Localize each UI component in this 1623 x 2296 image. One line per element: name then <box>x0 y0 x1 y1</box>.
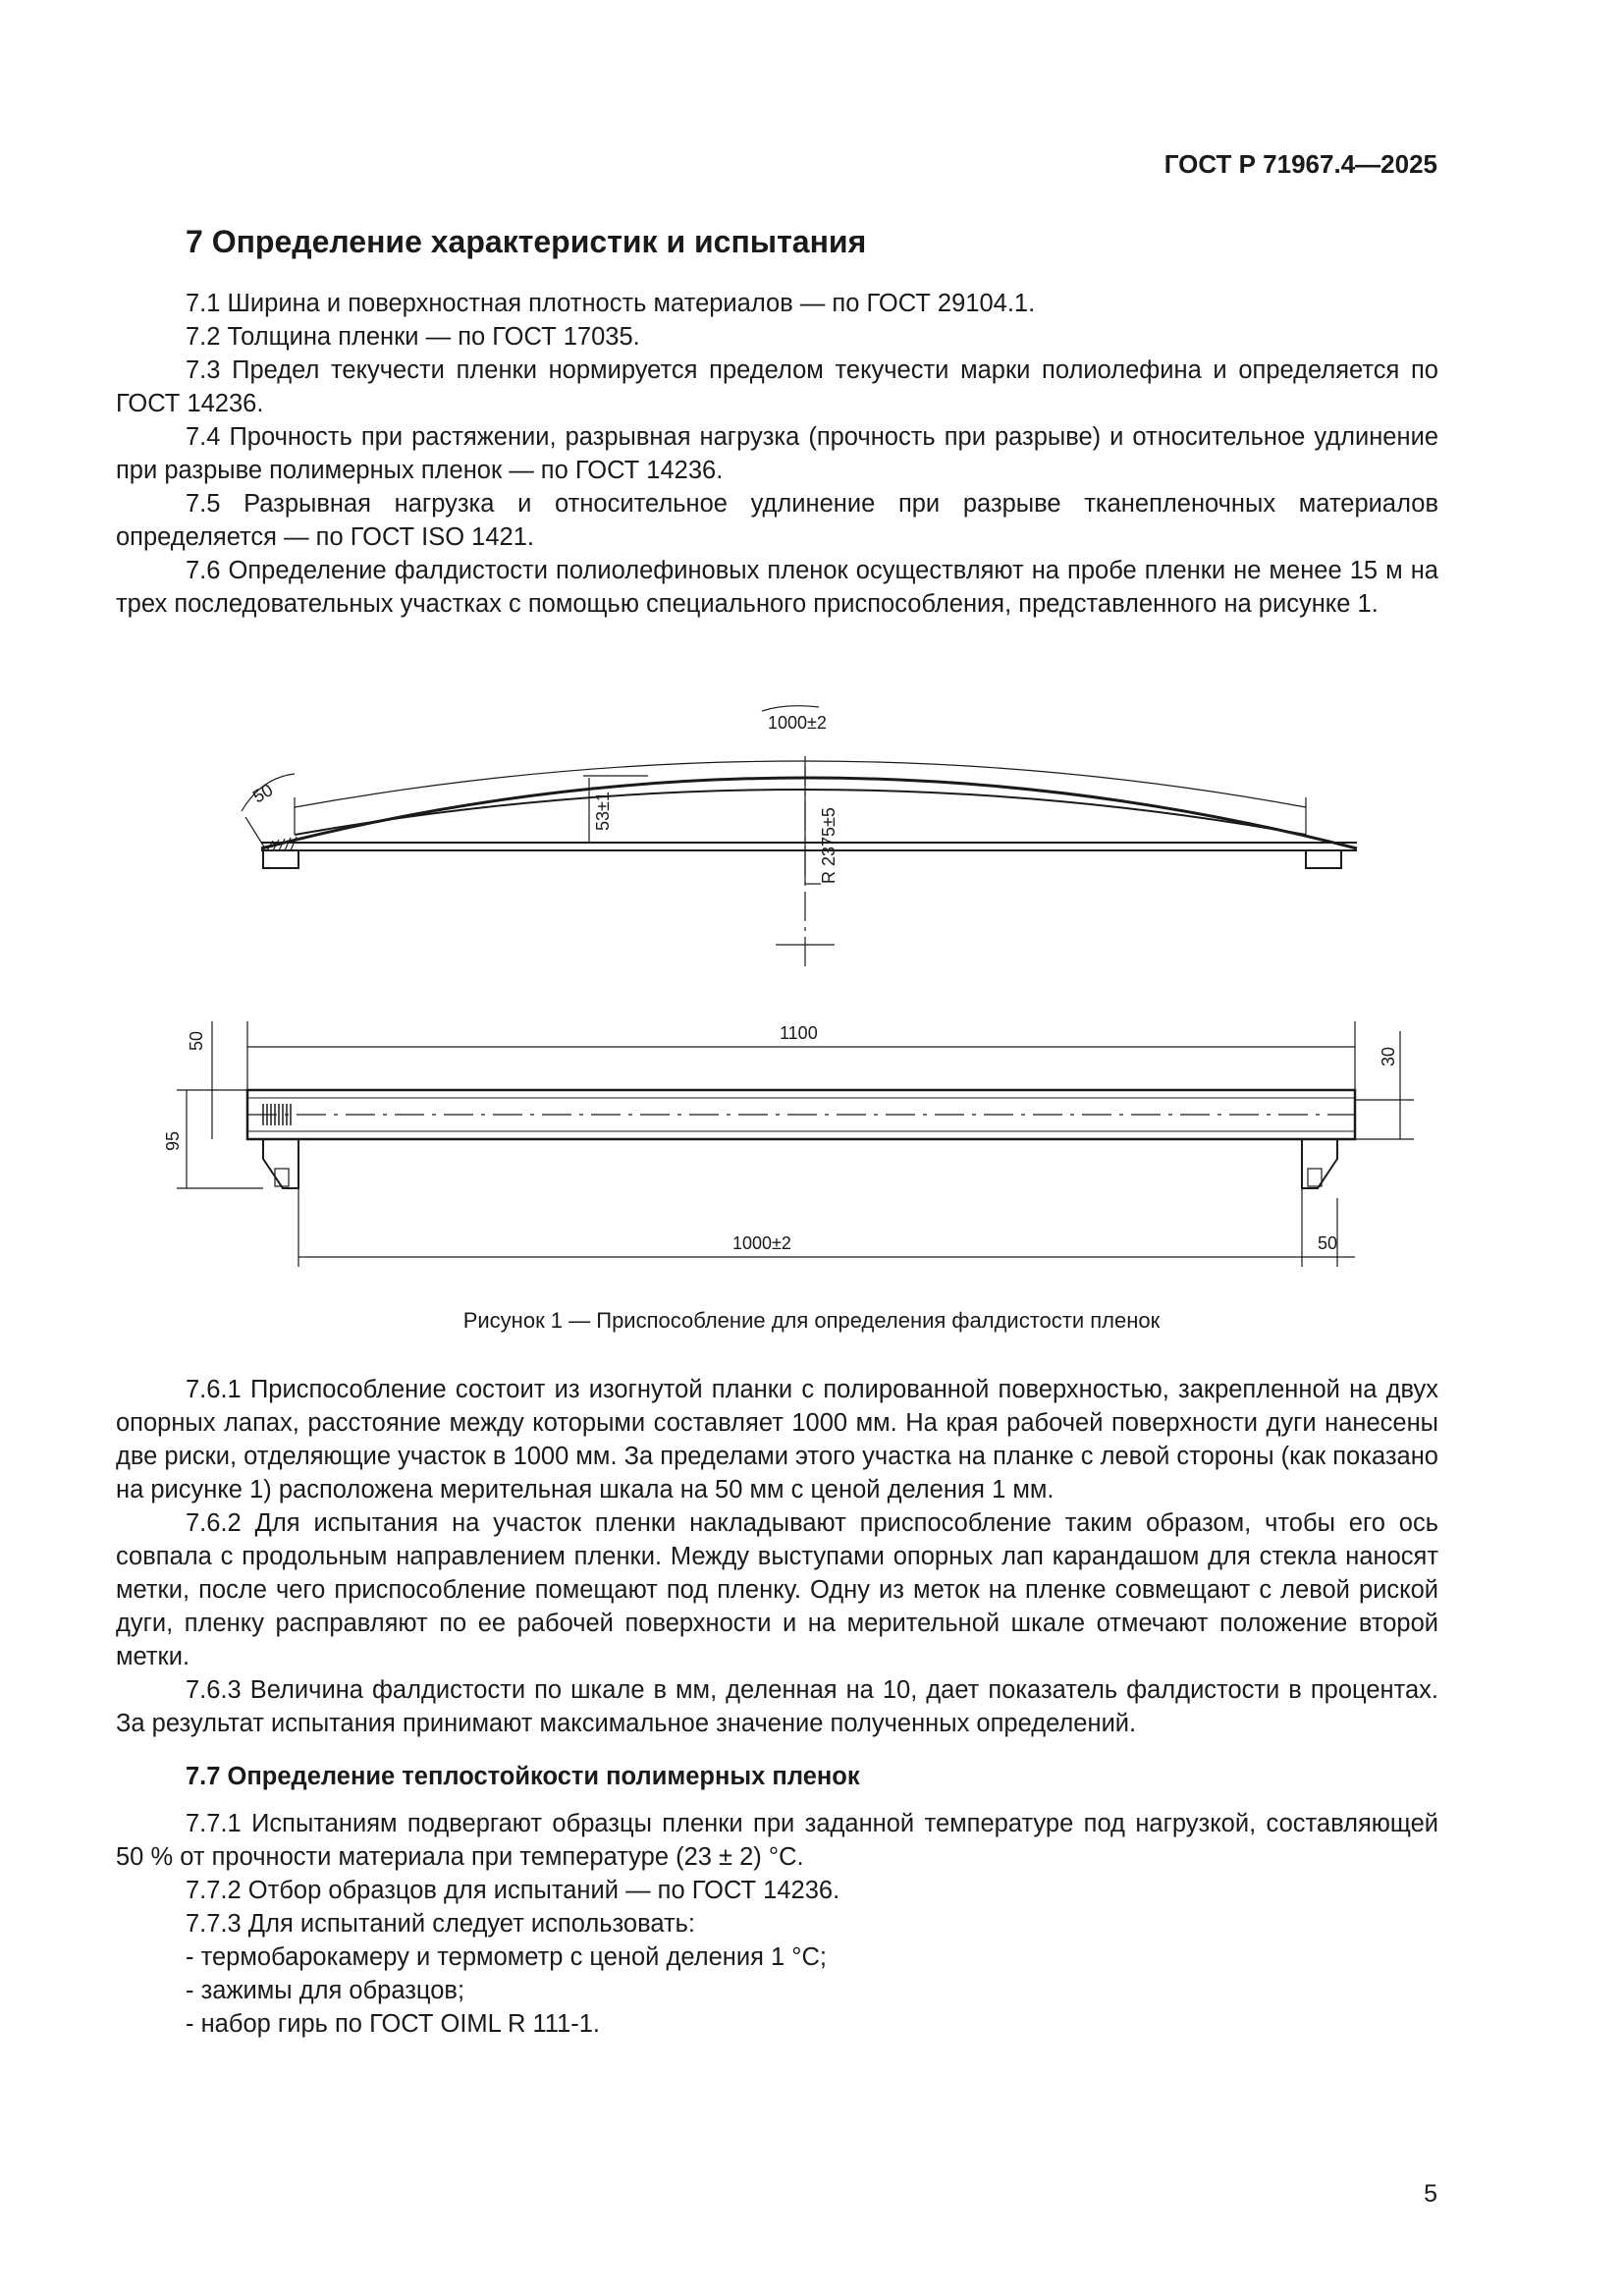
dim-height: 53±1 <box>593 792 613 831</box>
dim-support-span: 1000±2 <box>732 1233 791 1253</box>
bar-inner-arc <box>295 790 1306 835</box>
dim-arc-end: 50 <box>249 780 277 807</box>
dim-plan-right: 30 <box>1379 1046 1398 1066</box>
dim-length: 1100 <box>780 1023 818 1043</box>
paragraph-7-1: 7.1 Ширина и поверхностная плотность материалов — по ГОСТ 29104.1. <box>186 290 1036 317</box>
paragraph-7-3: 7.3 Предел текучести пленки нормируется пределом текучести марки полиолефина и определяется по ГОСТ 14236. <box>116 356 1438 417</box>
paragraph-7-6: 7.6 Определение фалдистости полиолефиновых пленок осуществляют на пробе пленки не менее 15 м на трех последовательных участках с помощью специального приспособления, представленного на рисунке 1. <box>116 557 1438 618</box>
paragraph-7-7-2: 7.7.2 Отбор образцов для испытаний — по ГОСТ 14236. <box>186 1877 840 1904</box>
dim-support-end: 50 <box>1318 1233 1338 1253</box>
dim-arc-length: 1000±2 <box>768 713 827 733</box>
paragraph-7-7-3: 7.7.3 Для испытаний следует использовать: <box>186 1910 696 1938</box>
paragraph-7-7-1: 7.7.1 Испытаниям подвергают образцы пленки при заданной температуре под нагрузкой, составляющей 50 % от прочности материала при температуре (23 ± 2) °С. <box>116 1810 1438 1871</box>
paragraph-7-5: 7.5 Разрывная нагрузка и относительное удлинение при разрыве тканепленочных материалов определяется — по ГОСТ ISO 1421. <box>116 490 1438 551</box>
list-item: - зажимы для образцов; <box>186 1977 465 2004</box>
paragraph-7-6-1: 7.6.1 Приспособление состоит из изогнутой планки с полированной поверхностью, закрепленной на двух опорных лапах, расстояние между которыми составляет 1000 мм. На края рабочей поверхности дуги нанесены две риски, отделяющие участок в 1000 мм. За пределами этого участка на планке с левой стороны (как показано на рисунке 1) расположена мерительная шкала на 50 мм с ценой деления 1 мм. <box>116 1376 1438 1503</box>
section-title: 7 Определение характеристик и испытания <box>186 224 867 259</box>
subsection-title: 7.7 Определение теплостойкости полимерных пленок <box>186 1763 860 1790</box>
right-foot-side <box>1306 850 1341 868</box>
left-foot-side <box>263 850 298 868</box>
paragraph-7-6-2: 7.6.2 Для испытания на участок пленки накладывают приспособление таким образом, чтобы его ось совпала с продольным направлением пленки. Между выступами опорных лап карандашом для стекла наносят метки, после чего приспособление помещают под пленку. Одну из меток на пленке совмещают с левой риской дуги, пленку расправляют по ее рабочей поверхности и на мерительной шкале отмечают положение второй метки. <box>116 1509 1438 1670</box>
paragraph-7-4: 7.4 Прочность при растяжении, разрывная нагрузка (прочность при разрыве) и относительное удлинение при разрыве полимерных пленок — по ГОСТ 14236. <box>116 423 1438 484</box>
dim-plan-height: 95 <box>163 1130 183 1151</box>
left-foot-plan <box>263 1139 298 1188</box>
bottom-section <box>116 1373 1438 2041</box>
figure-caption: Рисунок 1 — Приспособление для определения фалдистости пленок <box>462 1308 1161 1333</box>
page-number: 5 <box>1424 2180 1437 2208</box>
list-item: - термобарокамеру и термометр с ценой деления 1 °С; <box>186 1943 827 1971</box>
arc-dimension-line <box>295 761 1306 807</box>
dim-plan-left: 50 <box>187 1030 206 1051</box>
paragraph-7-2: 7.2 Толщина пленки — по ГОСТ 17035. <box>186 323 640 351</box>
dim-radius: R 2375±5 <box>819 807 839 884</box>
document-number: ГОСТ Р 71967.4—2025 <box>1163 149 1437 179</box>
list-item: - набор гирь по ГОСТ OIML R 111-1. <box>186 2010 601 2038</box>
paragraph-7-6-3: 7.6.3 Величина фалдистости по шкале в мм, деленная на 10, дает показатель фалдистости в процентах. За результат испытания принимают максимальное значение полученных определений. <box>116 1676 1438 1737</box>
